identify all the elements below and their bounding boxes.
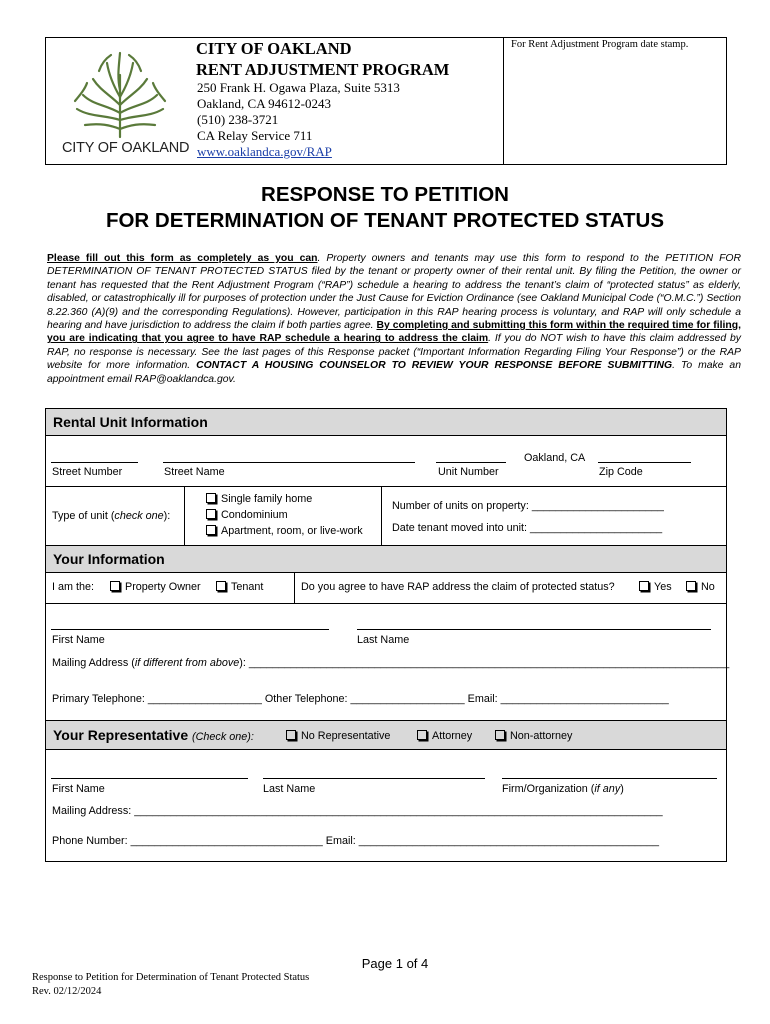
intro-text-1: . Property owners and tenants may use this form to respond to the PETITION FOR DETERMINATION OF TENANT PROTECTED STATUS filed by the tenant or property owner of their rental unit. By filing the Petition, the owner or tenant has requested that the Rent Adjustment Program (“RAP”) schedule a hearing to address the tenant’s claim of “protected status” as elderly, disabled, or catastrophically ill for purposes of protection under the Just Cause for Eviction Ordinance (see Oakland Municipal Code (“O.M.C.”) Section 8.22.360 (A)(9) and the corresponding Regulations). However, participation in this RAP hearing process is voluntary, and RAP will only schedule a hearing and have jurisdiction to address the claim if both parties agree. xyxy=(47,253,741,332)
rep-last-name-label: Last Name xyxy=(263,783,316,795)
non-attorney-option[interactable]: Non-attorney xyxy=(495,730,572,742)
first-name-field[interactable] xyxy=(51,629,329,630)
rental-col-divider2 xyxy=(381,486,382,545)
unit-type-option-condominium[interactable]: Condominium xyxy=(206,509,288,521)
i-am-label: I am the: xyxy=(52,581,95,593)
footer-revision: Rev. 02/12/2024 xyxy=(32,986,102,997)
intro-counselor-bold: CONTACT A HOUSING COUNSELOR TO REVIEW YOUR RESPONSE BEFORE SUBMITTING xyxy=(196,360,673,372)
website-link[interactable]: www.oaklandca.gov/RAP xyxy=(197,144,332,159)
rep-firm-label: Firm/Organization (if any) xyxy=(502,783,624,795)
property-owner-option[interactable]: Property Owner xyxy=(110,581,201,593)
checkbox-icon[interactable] xyxy=(206,525,216,535)
unit-number-field[interactable] xyxy=(436,462,506,463)
rep-section-box xyxy=(45,750,727,862)
first-name-label: First Name xyxy=(52,634,105,646)
last-name-field[interactable] xyxy=(357,629,711,630)
tenant-option[interactable]: Tenant xyxy=(216,581,263,593)
units-on-property-field[interactable]: Number of units on property: ______________________ xyxy=(392,500,664,512)
checkbox-icon[interactable] xyxy=(110,581,120,591)
checkbox-icon[interactable] xyxy=(216,581,226,591)
rental-section-box xyxy=(45,436,727,546)
rep-section-header xyxy=(45,720,727,750)
logo-text: CITY OF OAKLAND xyxy=(62,140,190,156)
move-in-date-field[interactable]: Date tenant moved into unit: ______________________ xyxy=(392,522,663,534)
street-number-label: Street Number xyxy=(52,466,123,478)
rep-phone-email-fields[interactable]: Phone Number: ________________________________ Email: __________________________________________________ xyxy=(52,835,660,847)
page-number: Page 1 of 4 xyxy=(361,956,429,971)
info-section-box xyxy=(45,573,730,721)
address-line2: Oakland, CA 94612-0243 xyxy=(197,96,331,111)
checkbox-icon[interactable] xyxy=(286,730,296,740)
attorney-option[interactable]: Attorney xyxy=(417,730,472,742)
org-name-line1: CITY OF OAKLAND xyxy=(196,39,352,58)
checkbox-icon[interactable] xyxy=(686,581,696,591)
rep-firm-field[interactable] xyxy=(502,778,717,779)
checkbox-icon[interactable] xyxy=(417,730,427,740)
rental-section-header xyxy=(45,408,727,436)
intro-fill-out-bold: Please fill out this form as completely as you can xyxy=(47,253,318,264)
unit-type-label: Type of unit (check one): xyxy=(52,510,171,522)
info-section-header xyxy=(45,545,727,573)
city-label: Oakland, CA xyxy=(524,452,586,464)
no-representative-option[interactable]: No Representative xyxy=(286,730,390,742)
info-section-title: Your Information xyxy=(53,551,165,567)
street-name-label: Street Name xyxy=(164,466,225,478)
agree-no-option[interactable]: No xyxy=(686,581,715,593)
unit-type-option-single-family[interactable]: Single family home xyxy=(206,493,312,505)
intro-paragraph xyxy=(47,252,741,386)
address-line1: 250 Frank H. Ogawa Plaza, Suite 5313 xyxy=(197,80,400,95)
rep-first-name-field[interactable] xyxy=(51,778,248,779)
agree-question: Do you agree to have RAP address the claim of protected status? xyxy=(301,581,615,593)
info-col-divider xyxy=(294,573,295,603)
footer-doc-title: Response to Petition for Determination of Tenant Protected Status xyxy=(32,972,310,983)
unit-type-option-apartment[interactable]: Apartment, room, or live-work xyxy=(206,525,363,537)
info-row-divider xyxy=(46,603,726,604)
rental-row-divider xyxy=(46,486,726,487)
last-name-label: Last Name xyxy=(357,634,410,646)
unit-number-label: Unit Number xyxy=(438,466,499,478)
org-name-line2: RENT ADJUSTMENT PROGRAM xyxy=(196,60,450,79)
intro-text-3: . To make an appointment email RAP@oaklandca.gov. xyxy=(47,360,741,385)
agree-yes-option[interactable]: Yes xyxy=(639,581,672,593)
zip-code-label: Zip Code xyxy=(599,466,643,478)
checkbox-icon[interactable] xyxy=(206,509,216,519)
relay-service: CA Relay Service 711 xyxy=(197,128,313,143)
rental-col-divider1 xyxy=(184,486,185,545)
date-stamp-label: For Rent Adjustment Program date stamp. xyxy=(511,39,689,50)
street-name-field[interactable] xyxy=(163,462,415,463)
rep-last-name-field[interactable] xyxy=(263,778,485,779)
title-line1: RESPONSE TO PETITION xyxy=(261,183,509,206)
zip-code-field[interactable] xyxy=(598,462,691,463)
rep-section-title: Your Representative (Check one): xyxy=(53,727,254,743)
title-line2: FOR DETERMINATION OF TENANT PROTECTED STATUS xyxy=(105,209,665,232)
mailing-address-field[interactable]: Mailing Address (if different from above): ________________________________________________________________________________ xyxy=(52,657,730,669)
checkbox-icon[interactable] xyxy=(639,581,649,591)
telephone-email-fields[interactable]: Primary Telephone: ___________________ Other Telephone: ___________________ Email: ____________________________ xyxy=(52,693,669,705)
checkbox-icon[interactable] xyxy=(206,493,216,503)
rep-mailing-address-field[interactable]: Mailing Address: ________________________________________________________________________________________ xyxy=(52,805,663,817)
rental-section-title: Rental Unit Information xyxy=(53,414,208,430)
intro-text-2: . If you do NOT wish to have this claim addressed by RAP, no response is necessary. See the last pages of this Response packet (“Important Information Regarding Filing Your Response”) or the RAP website for more information. xyxy=(47,333,741,372)
rep-first-name-label: First Name xyxy=(52,783,105,795)
phone-number: (510) 238-3721 xyxy=(197,112,279,127)
intro-agreement-bold: By completing and submitting this form within the required time for filing, you are indicating that you agree to have RAP schedule a hearing to address the claim xyxy=(47,320,741,345)
checkbox-icon[interactable] xyxy=(495,730,505,740)
street-number-field[interactable] xyxy=(51,462,138,463)
header-divider xyxy=(503,37,504,165)
